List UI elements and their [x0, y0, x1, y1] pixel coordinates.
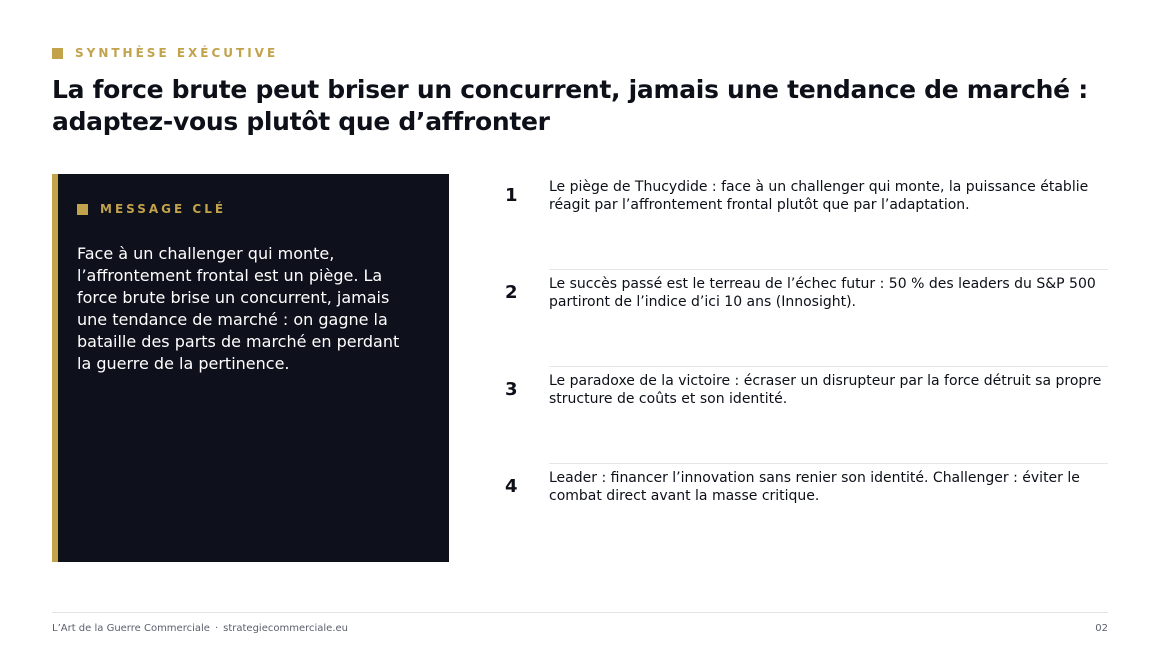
point-number: 1 [505, 185, 518, 206]
point-text: Le succès passé est le terreau de l’échec futur : 50 % des leaders du S&P 500 partiront de l’indice d’ici 10 ans (Innosight). [549, 276, 1096, 310]
page-title: La force brute peut briser un concurrent, jamais une tendance de marché : adaptez-vous plutôt que d’affronter [52, 75, 1088, 136]
footer-divider [52, 612, 1108, 613]
footer-website: strategiecommerciale.eu [223, 623, 348, 634]
point-number: 2 [505, 282, 518, 303]
point-text: Le paradoxe de la victoire : écraser un disrupteur par la force détruit sa propre structure de coûts et son identité. [549, 373, 1102, 407]
key-message-header [77, 202, 226, 216]
key-message-text: Face à un challenger qui monte, l’affrontement frontal est un piège. La force brute brise un concurrent, jamais une tendance de marché : on gagne la bataille des parts de marché en perdant la guerre de la pertinence. [77, 244, 400, 373]
point-text: Le piège de Thucydide : face à un challenger qui monte, la puissance établie réagit par l’affrontement frontal plutôt que par l’adaptation. [549, 179, 1089, 213]
page-number: 02 [1095, 623, 1108, 634]
point-number: 4 [505, 476, 518, 497]
list-item [505, 464, 1108, 561]
footer-credit [52, 623, 348, 634]
gold-square-icon [52, 48, 63, 59]
gold-square-icon [77, 204, 88, 215]
list-item [505, 367, 1108, 464]
eyebrow-label: SYNTHÈSE EXÉCUTIVE [75, 46, 279, 60]
section-eyebrow [52, 46, 278, 60]
key-message-label: MESSAGE CLÉ [100, 202, 227, 216]
footer-separator: · [214, 623, 219, 634]
list-item [505, 270, 1108, 367]
list-item [505, 173, 1108, 270]
point-number: 3 [505, 379, 518, 400]
footer-publication: L’Art de la Guerre Commerciale [52, 623, 210, 634]
point-text: Leader : financer l’innovation sans renier son identité. Challenger : éviter le combat direct avant la masse critique. [549, 470, 1080, 504]
key-message-panel [52, 174, 449, 562]
